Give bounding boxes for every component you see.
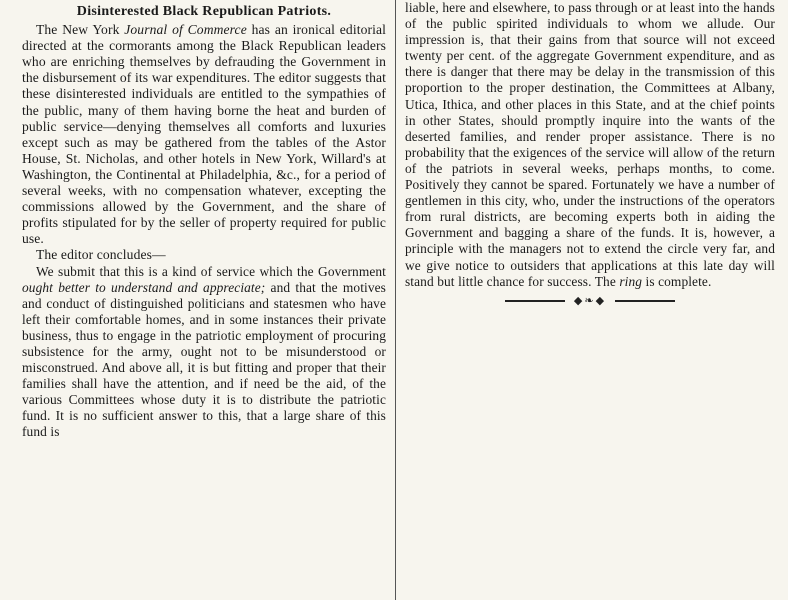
column-rule <box>395 0 396 600</box>
ornament-line-right <box>615 300 675 302</box>
ornament-glyph-icon: ◆❧◆ <box>573 295 607 308</box>
intro-text-start: The New York <box>36 22 125 38</box>
quoted-editorial <box>22 264 386 441</box>
left-column <box>22 0 386 441</box>
paragraph-intro <box>22 22 386 247</box>
quote-continuation <box>405 0 775 290</box>
continuation-end: is complete. <box>642 273 712 289</box>
ring-emphasis: ring <box>619 273 643 289</box>
quote-text-start: We submit that this is a kind of service which the Government <box>36 263 386 279</box>
quote-emphasis: ought better to understand and appreciate; <box>22 279 266 295</box>
article-title: Disinterested Black Republican Patriots. <box>76 4 332 19</box>
intro-text-rest: has an ironical editorial directed at the cormorants among the Black Republican leaders who are enriching themselves by defrauding the Government in the disbursement of its war expenditures. The editor suggests that these disinterested individuals are entitled to the sympathies of the public, many of them having borne the heat and burden of public service—denying themselves all comforts and luxuries except such as may be gathered from the tables of the Astor House, St. Nicholas, and other hotels in New York, Willard's at Washington, the Continental at Philadelphia, &c., for a period of several weeks, with no compensation whatever, excepting the commissions allowed by the Government, and the share of profits stipulated for by the seller of property required for public use. <box>22 22 386 247</box>
newspaper-name: Journal of Commerce <box>124 22 247 38</box>
paragraph-concludes: The editor concludes— <box>36 247 166 263</box>
continuation-text: liable, here and elsewhere, to pass through or at least into the hands of the public spirited individuals to whom we allude. Our impression is, that their gains from that source will not exceed twenty per cent. of the aggregate Government expenditure, and as there is danger that there may be delay in the transmission of this proportion to the proper destination, the Committees at Albany, Utica, Ithica, and other places in this State, and at the chief points in other States, should promptly inquire into the wants of the deserted families, and render proper assistance. There is no probability that the exigences of the service will allow of the return of the patriots in several weeks, perhaps months, to come. Positively they cannot be spared. Fortunately we have a number of gentlemen in this city, who, under the instructions of the operators from rural districts, are becoming experts both in aiding the Government and bagging a share of the funds. It is, however, a principle with the managers not to extend the circle very far, and we give notice to outsiders that applications at this late day will stand but little chance for success. The <box>405 0 775 289</box>
end-ornament <box>405 293 775 310</box>
right-column <box>405 0 775 309</box>
quote-text-rest: and that the motives and conduct of distinguished politicians and statesmen who have left their comfortable homes, and in some instances their private business, thus to engage in the patriotic employment of procuring subsistence for the army, ought not to be misunderstood or misconstrued. And above all, it is but fitting and proper that their families shall have the attention, and if need be the aid, of the various Committees whose duty it is to distribute the patriotic fund. It is no sufficient answer to this, that a large share of this fund is <box>22 279 386 440</box>
ornament-line-left <box>505 300 565 302</box>
